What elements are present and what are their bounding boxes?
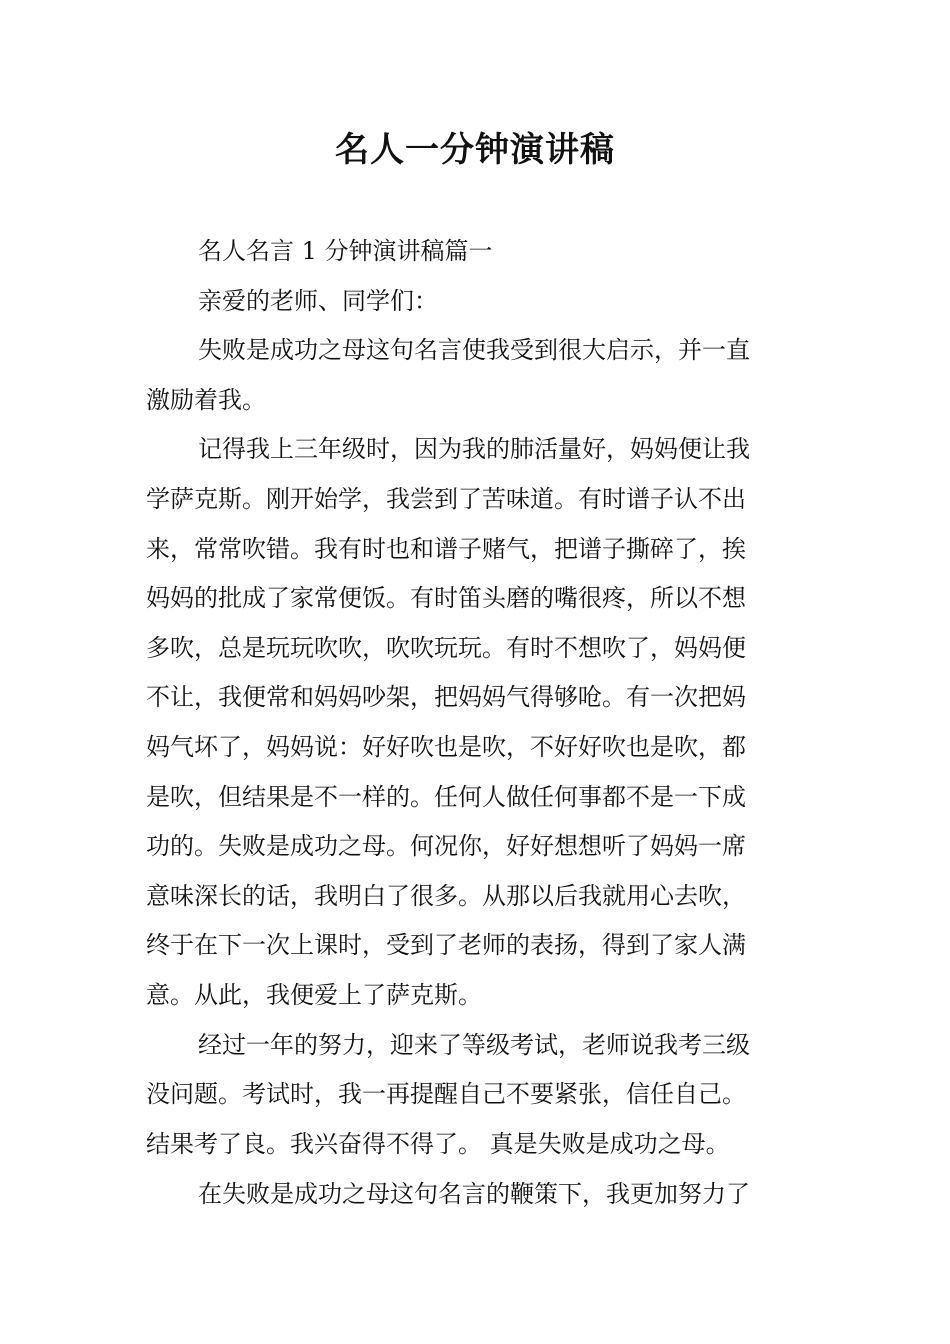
paragraph-line: 结果考了良。我兴奋得不得了。 真是失败是成功之母。 — [146, 1129, 730, 1158]
paragraph-line: 意。从此，我便爱上了萨克斯。 — [146, 980, 482, 1009]
document-title: 名人一分钟演讲稿 — [335, 130, 615, 170]
document-body — [146, 227, 810, 1169]
paragraph-line: 妈妈的批成了家常便饭。有时笛头磨的嘴很疼，所以不想 — [146, 584, 746, 613]
paragraph-line: 学萨克斯。刚开始学，我尝到了苦味道。有时谱子认不出 — [146, 484, 746, 513]
paragraph-line: 失败是成功之母这句名言使我受到很大启示，并一直 — [198, 336, 750, 365]
paragraph-line: 终于在下一次上课时，受到了老师的表扬，得到了家人满 — [146, 931, 746, 960]
paragraph-line: 功的。失败是成功之母。何况你，好好想想听了妈妈一席 — [146, 832, 746, 861]
paragraph-line: 经过一年的努力，迎来了等级考试，老师说我考三级 — [198, 1030, 750, 1059]
salutation: 亲爱的老师、同学们： — [198, 286, 438, 315]
paragraph-line: 妈气坏了，妈妈说：好好吹也是吹，不好好吹也是吹，都 — [146, 732, 746, 761]
section-heading: 名人名言 1 分钟演讲稿篇一 — [198, 237, 493, 265]
paragraph-line: 没问题。考试时，我一再提醒自己不要紧张，信任自己。 — [146, 1080, 746, 1109]
paragraph-line: 意味深长的话，我明白了很多。从那以后我就用心去吹， — [146, 881, 746, 910]
paragraph-line: 不让，我便常和妈妈吵架，把妈妈气得够呛。有一次把妈 — [146, 683, 746, 712]
paragraph-line: 是吹，但结果是不一样的。任何人做任何事都不是一下成 — [146, 782, 746, 811]
paragraph-line: 激励着我。 — [146, 385, 266, 414]
paragraph-line: 多吹，总是玩玩吹吹，吹吹玩玩。有时不想吹了，妈妈便 — [146, 633, 746, 662]
paragraph-line: 来，常常吹错。我有时也和谱子赌气，把谱子撕碎了，挨 — [146, 534, 746, 563]
paragraph-line: 在失败是成功之母这句名言的鞭策下，我更加努力了 — [198, 1180, 750, 1208]
paragraph-line: 记得我上三年级时，因为我的肺活量好，妈妈便让我 — [198, 435, 750, 464]
